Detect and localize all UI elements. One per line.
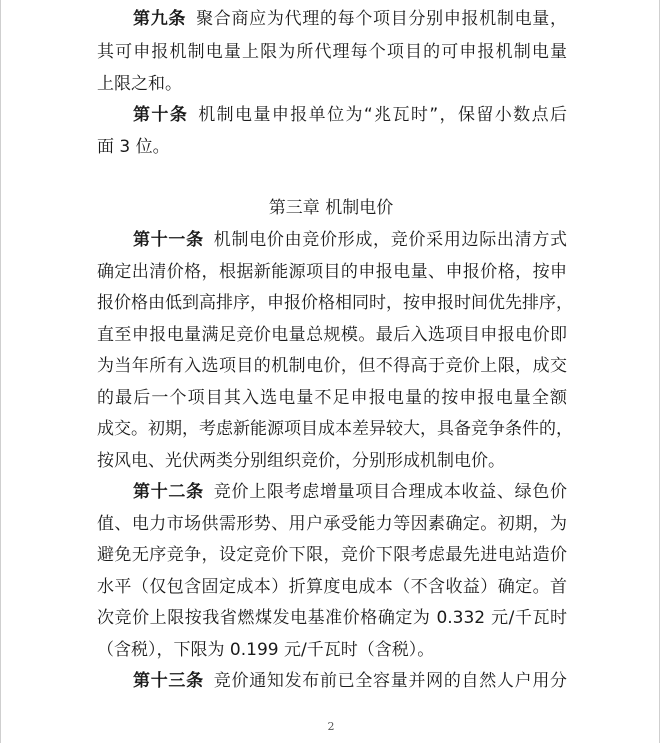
- article-11-line-4: 直至申报电量满足竞价电量总规模。最后入选项目申报电价即: [97, 325, 567, 345]
- article-11-line-1: [133, 229, 567, 251]
- article-9-line-1: [133, 8, 567, 30]
- article-11-line-8: 按风电、光伏两类分别组织竞价，分别形成机制电价。: [97, 451, 505, 471]
- article-12-text: 竞价上限考虑增量项目合理成本收益、绿色价: [213, 482, 568, 502]
- article-10-heading: 第十条: [133, 105, 189, 125]
- article-11-line-5: 为当年所有入选项目的机制电价，但不得高于竞价上限，成交: [97, 356, 567, 376]
- article-12-line-1: [133, 481, 567, 503]
- article-9-heading: 第九条: [133, 9, 187, 29]
- article-9-text: 聚合商应为代理的每个项目分别申报机制电量，: [196, 9, 568, 29]
- article-10-text: 机制电量申报单位为“兆瓦时”，保留小数点后: [198, 105, 567, 125]
- article-10-line-1: [133, 104, 567, 126]
- article-9-line-2: 其可申报机制电量上限为所代理每个项目的可申报机制电量: [97, 42, 567, 62]
- article-11-line-6: 的最后一个项目其入选电量不足申报电量的按申报电量全额: [97, 388, 567, 408]
- page-number: 2: [327, 720, 335, 733]
- article-9-line-3: 上限之和。: [97, 74, 182, 94]
- article-12-heading: 第十二条: [133, 482, 204, 502]
- article-10-line-2: 面 3 位。: [97, 137, 170, 157]
- article-11-text: 机制电价由竞价形成，竞价采用边际出清方式: [213, 230, 568, 250]
- article-13-line-1: [133, 670, 567, 692]
- article-11-line-2: 确定出清价格，根据新能源项目的申报电量、申报价格，按申: [97, 262, 567, 282]
- article-12-line-6: （含税），下限为 0.199 元/千瓦时（含税）。: [97, 640, 435, 660]
- article-13-heading: 第十三条: [133, 671, 204, 691]
- article-12-line-3: 避免无序竞争，设定竞价下限，竞价下限考虑最先进电站造价: [97, 545, 567, 565]
- article-11-heading: 第十一条: [133, 230, 204, 250]
- article-13-text: 竞价通知发布前已全容量并网的自然人户用分: [213, 671, 568, 691]
- article-12-line-2: 值、电力市场供需形势、用户承受能力等因素确定。初期，为: [97, 514, 567, 534]
- chapter-title: 第三章 机制电价: [268, 198, 394, 218]
- article-12-line-4: 水平（仅包含固定成本）折算度电成本（不含收益）确定。首: [97, 577, 567, 597]
- article-11-line-3: 报价格由低到高排序，申报价格相同时，按申报时间优先排序，: [97, 293, 573, 313]
- article-12-line-5: 次竞价上限按我省燃煤发电基准价格确定为 0.332 元/千瓦时: [97, 608, 567, 628]
- article-11-line-7: 成交。初期，考虑新能源项目成本差异较大，具备竞争条件的，: [97, 419, 573, 439]
